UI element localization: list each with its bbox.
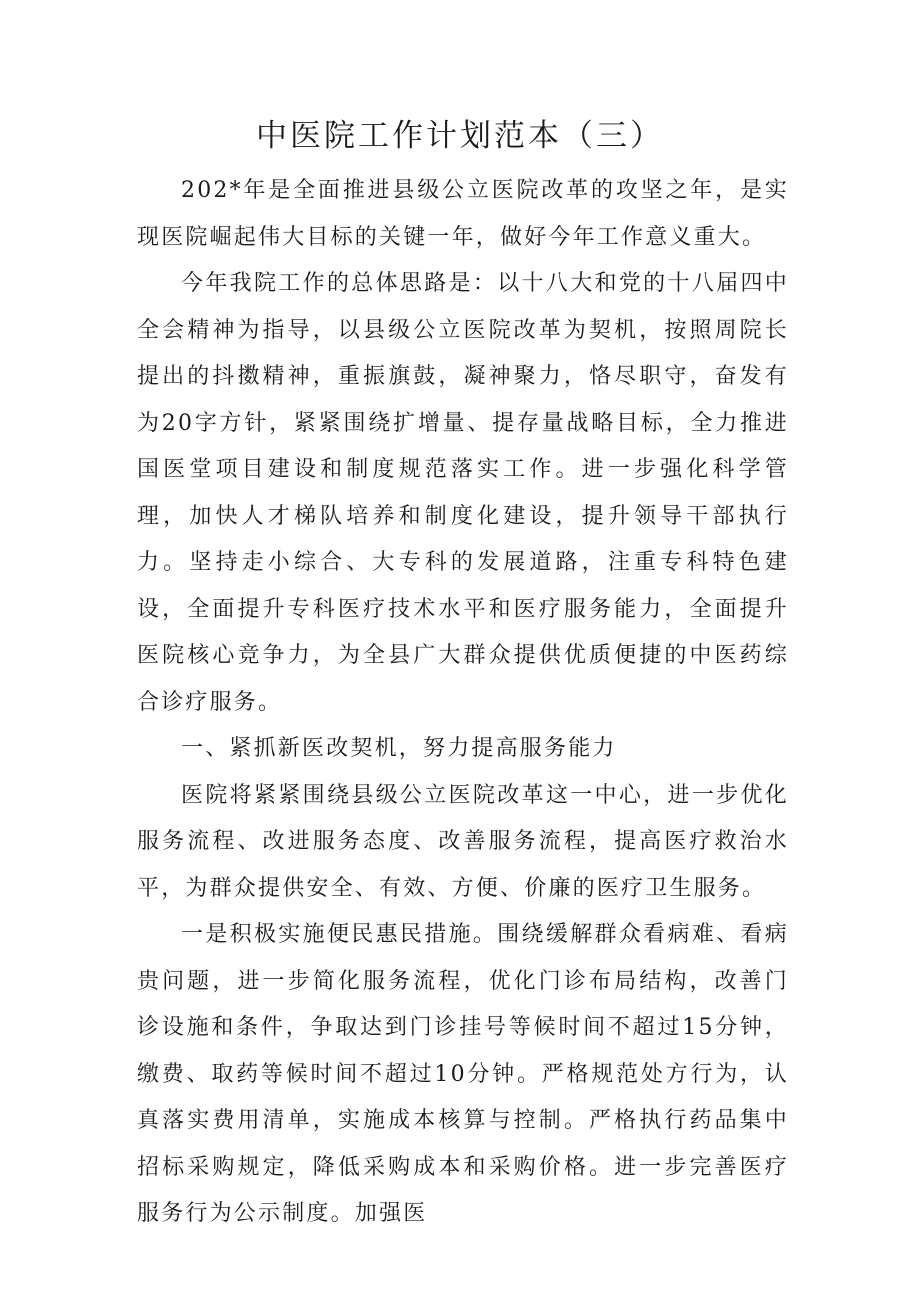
paragraph-section-1: 医院将紧紧围绕县级公立医院改革这一中心，进一步优化服务流程、改进服务态度、改善服务流程，提高医疗救治水平，为群众提供安全、有效、方便、价廉的医疗卫生服务。 [137,782,789,901]
paragraph-measures: 一是积极实施便民惠民措施。围绕缓解群众看病难、看病贵问题，进一步简化服务流程，优化门诊布局结构，改善门诊设施和条件，争取达到门诊挂号等候时间不超过15分钟，缴费、取药等候时间不超过10分钟。严格规范处方行为，认真落实费用清单，实施成本核算与控制。严格执行药品集中招标采购规定，降低采购成本和采购价格。进一步完善医疗服务行为公示制度。加强医 [137,922,789,1226]
paragraph-intro: 202*年是全面推进县级公立医院改革的攻坚之年，是实现医院崛起伟大目标的关键一年，做好今年工作意义重大。 [137,178,789,250]
paragraph-overall-approach: 今年我院工作的总体思路是：以十八大和党的十八届四中全会精神为指导，以县级公立医院改革为契机，按照周院长提出的抖擞精神，重振旗鼓，凝神聚力，恪尽职守，奋发有为20字方针，紧紧围绕扩增量、提存量战略目标，全力推进国医堂项目建设和制度规范落实工作。进一步强化科学管理，加快人才梯队培养和制度化建设，提升领导干部执行力。坚持走小综合、大专科的发展道路，注重专科特色建设，全面提升专科医疗技术水平和医疗服务能力，全面提升医院核心竞争力，为全县广大群众提供优质便捷的中医药综合诊疗服务。 [137,271,789,715]
document-title: 中医院工作计划范本（三） [256,118,664,154]
section-heading-1: 一、紧抓新医改契机，努力提高服务能力 [181,736,617,761]
document-body [137,168,789,1238]
